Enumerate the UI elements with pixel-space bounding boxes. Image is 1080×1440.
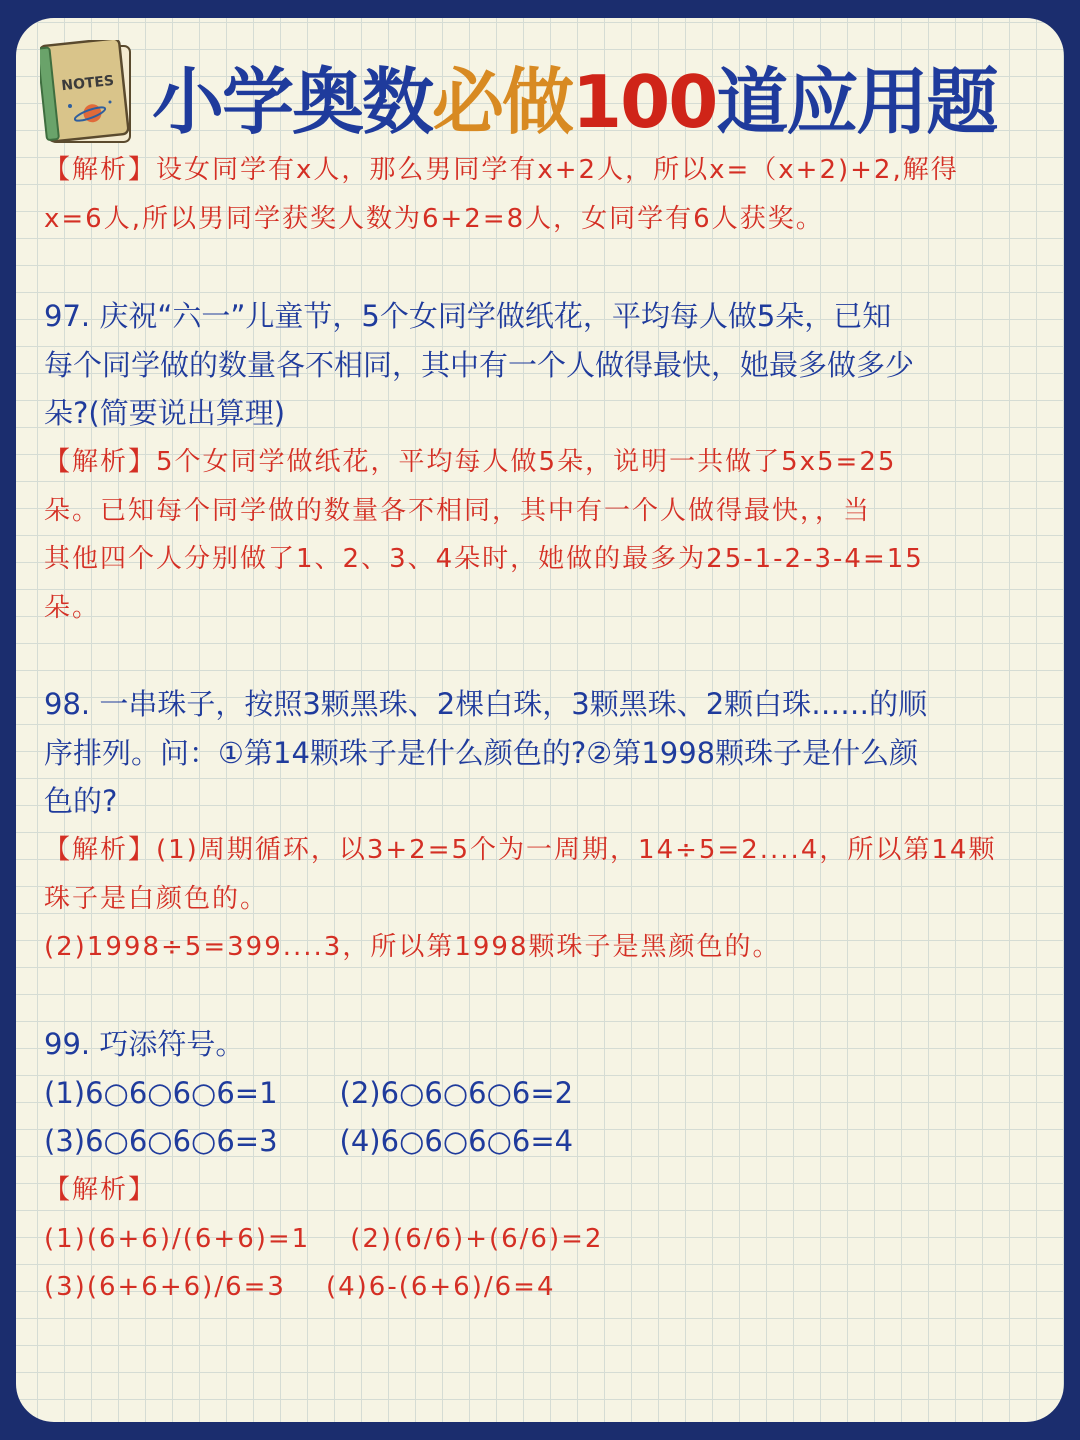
title-part-3: 100 — [572, 60, 717, 144]
title-part-1: 小学奥数 — [152, 60, 433, 144]
title-part-2: 必做 — [432, 60, 573, 144]
answer-96 — [44, 146, 1058, 243]
answer-line: 珠子是白颜色的。 — [44, 883, 269, 914]
question-line: 97. 庆祝“六一”儿童节，5个女同学做纸花，平均每人做5朵，已知 — [44, 299, 892, 333]
answer-97 — [44, 438, 1058, 632]
question-line: 每个同学做的数量各不相同，其中有一个人做得最快，她最多做多少 — [44, 347, 915, 382]
answer-row — [44, 1215, 1058, 1264]
solution-1: (1)(6+6)/(6+6)=1 — [44, 1223, 311, 1254]
question-row — [44, 1069, 1054, 1118]
notebook-page — [16, 18, 1064, 1422]
problem-1: (1)6○6○6○6=1 — [44, 1075, 278, 1110]
solution-3: (3)(6+6+6)/6=3 — [44, 1272, 286, 1302]
question-line: 99. 巧添符号。 — [44, 1027, 245, 1061]
question-row — [44, 1117, 1054, 1166]
answer-line: x=6人,所以男同学获奖人数为6+2=8人，女同学有6人获奖。 — [44, 203, 824, 234]
title-part-4: 道应用题 — [716, 60, 997, 144]
answer-label: 【解析】 — [44, 1175, 157, 1205]
notebook-label: NOTES — [60, 72, 115, 95]
answer-row — [44, 1263, 1058, 1312]
problem-2: (2)6○6○6○6=2 — [339, 1075, 574, 1110]
question-98 — [44, 680, 1054, 826]
question-line: 98. 一串珠子，按照3颗黑珠、2棵白珠，3颗黑珠、2颗白珠……的顺 — [44, 687, 928, 721]
solution-2: (2)(6/6)+(6/6)=2 — [350, 1223, 604, 1254]
question-99 — [44, 1020, 1054, 1166]
solution-4: (4)6-(6+6)/6=4 — [325, 1272, 556, 1302]
answer-line: 朵。 — [44, 592, 101, 623]
question-line: 序排列。问：①第14颗珠子是什么颜色的?②第1998颗珠子是什么颜 — [44, 735, 919, 770]
answer-line: (2)1998÷5=399....3，所以第1998颗珠子是黑颜色的。 — [44, 932, 781, 962]
answer-98 — [44, 826, 1058, 972]
question-97 — [44, 292, 1054, 438]
answer-line: 朵。已知每个同学做的数量各不相同，其中有一个人做得最快，，当 — [44, 495, 872, 526]
answer-line: 【解析】(1)周期循环，以3+2=5个为一周期，14÷5=2....4，所以第14颗 — [44, 835, 997, 865]
answer-line: 【解析】5个女同学做纸花，平均每人做5朵，说明一共做了5x5=25 — [44, 447, 897, 477]
problem-3: (3)6○6○6○6=3 — [44, 1124, 278, 1158]
answer-line: 其他四个人分别做了1、2、3、4朵时，她做的最多为25-1-2-3-4=15 — [44, 544, 924, 574]
problem-4: (4)6○6○6○6=4 — [339, 1124, 574, 1158]
answer-99 — [44, 1166, 1058, 1312]
page-title — [152, 54, 996, 150]
question-line: 朵?(简要说出算理) — [44, 396, 286, 430]
question-line: 色的? — [44, 784, 118, 818]
answer-line: 【解析】设女同学有x人，那么男同学有x+2人，所以x=（x+2)+2,解得 — [44, 155, 959, 185]
notebook-icon — [40, 40, 138, 146]
